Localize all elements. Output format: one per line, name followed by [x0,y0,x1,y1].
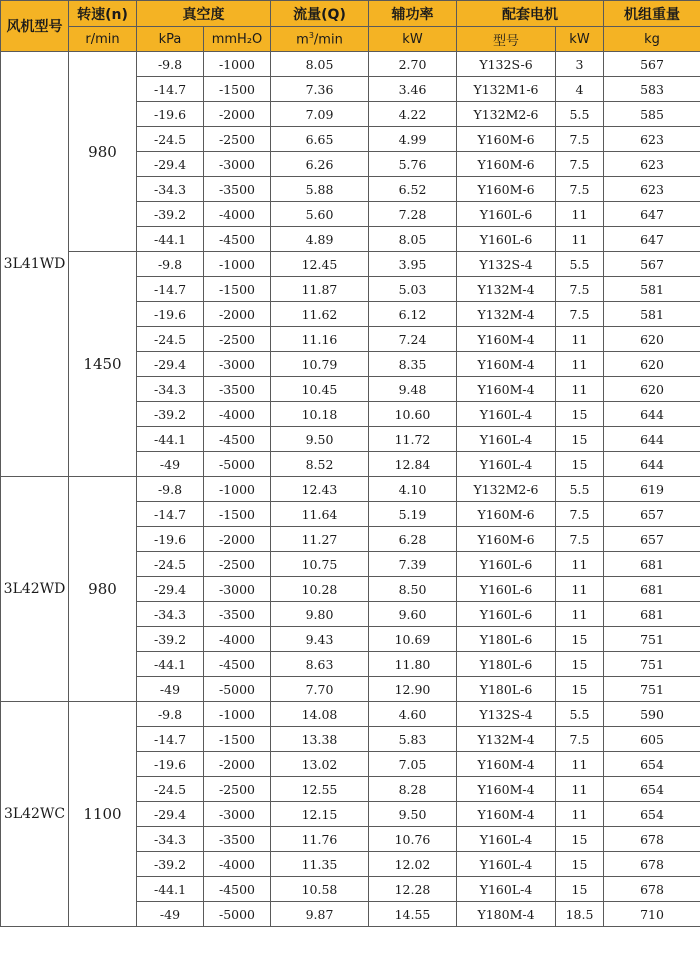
weight-cell: 620 [604,352,700,377]
speed-cell: 980 [69,52,137,252]
vacuum-kpa-cell: -24.5 [137,327,204,352]
vacuum-mmh2o-cell: -3000 [204,802,271,827]
weight-cell: 623 [604,177,700,202]
motor-kw-cell: 11 [556,577,604,602]
power-cell: 6.52 [369,177,457,202]
flow-cell: 11.62 [271,302,369,327]
weight-cell: 678 [604,877,700,902]
header-power: 辅功率 [369,1,457,27]
motor-kw-cell: 15 [556,677,604,702]
power-cell: 6.28 [369,527,457,552]
unit-flow-base: m [296,32,309,48]
vacuum-kpa-cell: -44.1 [137,427,204,452]
table-row [1,702,700,727]
header-flow: 流量(Q) [271,1,369,27]
motor-type-cell: Y160M-6 [457,127,556,152]
motor-type-cell: Y160L-4 [457,427,556,452]
motor-kw-cell: 11 [556,202,604,227]
motor-type-cell: Y160M-4 [457,377,556,402]
power-cell: 12.84 [369,452,457,477]
vacuum-kpa-cell: -19.6 [137,527,204,552]
flow-cell: 11.64 [271,502,369,527]
weight-cell: 644 [604,427,700,452]
power-cell: 8.50 [369,577,457,602]
motor-type-cell: Y180L-6 [457,627,556,652]
motor-kw-cell: 11 [556,602,604,627]
motor-type-cell: Y160M-4 [457,752,556,777]
weight-cell: 605 [604,727,700,752]
power-cell: 14.55 [369,902,457,927]
weight-cell: 581 [604,302,700,327]
weight-cell: 644 [604,402,700,427]
flow-cell: 11.35 [271,852,369,877]
vacuum-mmh2o-cell: -1500 [204,77,271,102]
power-cell: 4.99 [369,127,457,152]
weight-cell: 654 [604,777,700,802]
power-cell: 7.28 [369,202,457,227]
flow-cell: 12.55 [271,777,369,802]
vacuum-kpa-cell: -24.5 [137,552,204,577]
flow-cell: 12.45 [271,252,369,277]
flow-cell: 11.27 [271,527,369,552]
weight-cell: 647 [604,227,700,252]
weight-cell: 623 [604,152,700,177]
motor-kw-cell: 11 [556,802,604,827]
flow-cell: 9.80 [271,602,369,627]
vacuum-mmh2o-cell: -4000 [204,202,271,227]
flow-cell: 6.26 [271,152,369,177]
motor-kw-cell: 7.5 [556,277,604,302]
flow-cell: 5.60 [271,202,369,227]
motor-kw-cell: 7.5 [556,502,604,527]
motor-kw-cell: 15 [556,827,604,852]
power-cell: 5.03 [369,277,457,302]
vacuum-mmh2o-cell: -4000 [204,402,271,427]
motor-type-cell: Y180M-4 [457,902,556,927]
vacuum-mmh2o-cell: -3000 [204,152,271,177]
motor-kw-cell: 7.5 [556,177,604,202]
motor-type-cell: Y160L-4 [457,452,556,477]
motor-kw-cell: 15 [556,402,604,427]
motor-type-cell: Y160L-6 [457,227,556,252]
motor-kw-cell: 4 [556,77,604,102]
vacuum-mmh2o-cell: -1500 [204,277,271,302]
flow-cell: 10.28 [271,577,369,602]
motor-type-cell: Y132S-4 [457,702,556,727]
vacuum-kpa-cell: -29.4 [137,352,204,377]
weight-cell: 647 [604,202,700,227]
vacuum-mmh2o-cell: -2500 [204,127,271,152]
motor-type-cell: Y160M-6 [457,527,556,552]
motor-type-cell: Y132M-4 [457,277,556,302]
motor-kw-cell: 15 [556,852,604,877]
unit-flow-sup: 3 [308,30,314,40]
vacuum-kpa-cell: -19.6 [137,302,204,327]
motor-kw-cell: 7.5 [556,152,604,177]
vacuum-mmh2o-cell: -5000 [204,677,271,702]
flow-cell: 9.87 [271,902,369,927]
vacuum-kpa-cell: -9.8 [137,702,204,727]
weight-cell: 657 [604,527,700,552]
vacuum-kpa-cell: -9.8 [137,52,204,77]
power-cell: 7.05 [369,752,457,777]
flow-cell: 11.87 [271,277,369,302]
motor-type-cell: Y180L-6 [457,652,556,677]
motor-kw-cell: 15 [556,452,604,477]
vacuum-mmh2o-cell: -3500 [204,602,271,627]
vacuum-mmh2o-cell: -3500 [204,377,271,402]
motor-kw-cell: 5.5 [556,702,604,727]
power-cell: 11.72 [369,427,457,452]
vacuum-mmh2o-cell: -2500 [204,552,271,577]
flow-cell: 12.15 [271,802,369,827]
flow-cell: 13.38 [271,727,369,752]
weight-cell: 620 [604,377,700,402]
unit-power: kW [369,27,457,52]
power-cell: 4.10 [369,477,457,502]
weight-cell: 678 [604,827,700,852]
flow-cell: 9.43 [271,627,369,652]
power-cell: 10.69 [369,627,457,652]
power-cell: 12.28 [369,877,457,902]
motor-kw-cell: 11 [556,752,604,777]
motor-type-cell: Y132M2-6 [457,102,556,127]
motor-kw-cell: 11 [556,377,604,402]
flow-cell: 10.58 [271,877,369,902]
vacuum-kpa-cell: -34.3 [137,177,204,202]
motor-kw-cell: 11 [556,327,604,352]
vacuum-kpa-cell: -39.2 [137,402,204,427]
flow-cell: 7.36 [271,77,369,102]
weight-cell: 619 [604,477,700,502]
flow-cell: 8.05 [271,52,369,77]
power-cell: 7.24 [369,327,457,352]
weight-cell: 620 [604,327,700,352]
flow-cell: 10.18 [271,402,369,427]
weight-cell: 681 [604,602,700,627]
motor-type-cell: Y160M-4 [457,802,556,827]
motor-kw-cell: 3 [556,52,604,77]
vacuum-kpa-cell: -34.3 [137,602,204,627]
vacuum-mmh2o-cell: -4500 [204,877,271,902]
vacuum-kpa-cell: -19.6 [137,102,204,127]
vacuum-kpa-cell: -14.7 [137,502,204,527]
flow-cell: 8.63 [271,652,369,677]
vacuum-mmh2o-cell: -1000 [204,52,271,77]
weight-cell: 751 [604,627,700,652]
vacuum-mmh2o-cell: -1500 [204,502,271,527]
weight-cell: 581 [604,277,700,302]
power-cell: 2.70 [369,52,457,77]
unit-motor-kw: kW [556,27,604,52]
weight-cell: 681 [604,577,700,602]
motor-kw-cell: 7.5 [556,527,604,552]
power-cell: 11.80 [369,652,457,677]
vacuum-kpa-cell: -49 [137,902,204,927]
motor-type-cell: Y160M-4 [457,352,556,377]
vacuum-kpa-cell: -29.4 [137,152,204,177]
vacuum-mmh2o-cell: -2000 [204,102,271,127]
weight-cell: 583 [604,77,700,102]
vacuum-kpa-cell: -14.7 [137,727,204,752]
motor-kw-cell: 11 [556,352,604,377]
flow-cell: 10.45 [271,377,369,402]
weight-cell: 751 [604,677,700,702]
power-cell: 9.50 [369,802,457,827]
vacuum-kpa-cell: -49 [137,677,204,702]
speed-cell: 980 [69,477,137,702]
power-cell: 9.60 [369,602,457,627]
power-cell: 5.76 [369,152,457,177]
vacuum-mmh2o-cell: -1000 [204,477,271,502]
power-cell: 4.22 [369,102,457,127]
power-cell: 3.46 [369,77,457,102]
flow-cell: 11.76 [271,827,369,852]
weight-cell: 681 [604,552,700,577]
motor-type-cell: Y160L-4 [457,402,556,427]
weight-cell: 644 [604,452,700,477]
vacuum-kpa-cell: -39.2 [137,202,204,227]
power-cell: 8.35 [369,352,457,377]
vacuum-kpa-cell: -19.6 [137,752,204,777]
motor-type-cell: Y160M-4 [457,327,556,352]
flow-cell: 13.02 [271,752,369,777]
flow-cell: 10.75 [271,552,369,577]
vacuum-kpa-cell: -29.4 [137,802,204,827]
motor-type-cell: Y160L-4 [457,877,556,902]
table-row [1,477,700,502]
speed-cell: 1100 [69,702,137,927]
flow-cell: 10.79 [271,352,369,377]
header-row [1,1,700,27]
unit-kpa: kPa [137,27,204,52]
vacuum-mmh2o-cell: -4000 [204,852,271,877]
motor-type-cell: Y160L-6 [457,577,556,602]
flow-cell: 14.08 [271,702,369,727]
power-cell: 10.60 [369,402,457,427]
flow-cell: 12.43 [271,477,369,502]
motor-type-cell: Y160L-6 [457,602,556,627]
vacuum-kpa-cell: -49 [137,452,204,477]
vacuum-kpa-cell: -29.4 [137,577,204,602]
power-cell: 8.28 [369,777,457,802]
vacuum-mmh2o-cell: -2000 [204,752,271,777]
vacuum-kpa-cell: -9.8 [137,252,204,277]
vacuum-mmh2o-cell: -4500 [204,427,271,452]
motor-kw-cell: 15 [556,877,604,902]
motor-type-cell: Y160L-4 [457,827,556,852]
flow-cell: 4.89 [271,227,369,252]
motor-kw-cell: 7.5 [556,127,604,152]
vacuum-kpa-cell: -34.3 [137,827,204,852]
motor-type-cell: Y160M-6 [457,502,556,527]
unit-flow-tail: /min [313,32,343,48]
vacuum-kpa-cell: -14.7 [137,77,204,102]
motor-kw-cell: 11 [556,227,604,252]
flow-cell: 11.16 [271,327,369,352]
header-weight: 机组重量 [604,1,700,27]
vacuum-mmh2o-cell: -4500 [204,227,271,252]
weight-cell: 654 [604,752,700,777]
flow-cell: 5.88 [271,177,369,202]
model-cell: 3L42WD [1,477,69,702]
weight-cell: 678 [604,852,700,877]
power-cell: 7.39 [369,552,457,577]
motor-type-cell: Y132M-4 [457,302,556,327]
vacuum-kpa-cell: -24.5 [137,127,204,152]
motor-type-cell: Y160M-6 [457,152,556,177]
weight-cell: 590 [604,702,700,727]
model-cell: 3L42WC [1,702,69,927]
vacuum-mmh2o-cell: -5000 [204,452,271,477]
vacuum-kpa-cell: -24.5 [137,777,204,802]
speed-cell: 1450 [69,252,137,477]
vacuum-mmh2o-cell: -3500 [204,827,271,852]
weight-cell: 567 [604,52,700,77]
vacuum-kpa-cell: -44.1 [137,227,204,252]
unit-mmh2o: mmH₂O [204,27,271,52]
power-cell: 4.60 [369,702,457,727]
motor-kw-cell: 7.5 [556,302,604,327]
weight-cell: 657 [604,502,700,527]
unit-motor-type: 型号 [457,27,556,52]
motor-type-cell: Y160L-6 [457,552,556,577]
vacuum-mmh2o-cell: -2500 [204,327,271,352]
table-body [1,52,700,927]
vacuum-kpa-cell: -14.7 [137,277,204,302]
vacuum-kpa-cell: -39.2 [137,852,204,877]
flow-cell: 9.50 [271,427,369,452]
table-row [1,252,700,277]
weight-cell: 623 [604,127,700,152]
motor-type-cell: Y132S-6 [457,52,556,77]
vacuum-mmh2o-cell: -3500 [204,177,271,202]
flow-cell: 6.65 [271,127,369,152]
power-cell: 5.83 [369,727,457,752]
motor-type-cell: Y160M-4 [457,777,556,802]
vacuum-mmh2o-cell: -1000 [204,252,271,277]
motor-kw-cell: 5.5 [556,477,604,502]
motor-kw-cell: 15 [556,427,604,452]
vacuum-mmh2o-cell: -2500 [204,777,271,802]
unit-weight: kg [604,27,700,52]
weight-cell: 585 [604,102,700,127]
table-row [1,52,700,77]
vacuum-mmh2o-cell: -3000 [204,577,271,602]
unit-row [1,27,700,52]
vacuum-kpa-cell: -44.1 [137,652,204,677]
motor-kw-cell: 5.5 [556,252,604,277]
flow-cell: 7.70 [271,677,369,702]
weight-cell: 751 [604,652,700,677]
vacuum-kpa-cell: -44.1 [137,877,204,902]
motor-type-cell: Y132M-4 [457,727,556,752]
vacuum-mmh2o-cell: -2000 [204,527,271,552]
vacuum-mmh2o-cell: -4000 [204,627,271,652]
flow-cell: 7.09 [271,102,369,127]
motor-type-cell: Y132M2-6 [457,477,556,502]
header-model: 风机型号 [1,1,69,52]
flow-cell: 8.52 [271,452,369,477]
vacuum-kpa-cell: -34.3 [137,377,204,402]
power-cell: 12.90 [369,677,457,702]
weight-cell: 654 [604,802,700,827]
power-cell: 9.48 [369,377,457,402]
motor-kw-cell: 15 [556,652,604,677]
vacuum-kpa-cell: -9.8 [137,477,204,502]
motor-type-cell: Y132S-4 [457,252,556,277]
model-cell: 3L41WD [1,52,69,477]
weight-cell: 567 [604,252,700,277]
motor-kw-cell: 5.5 [556,102,604,127]
power-cell: 12.02 [369,852,457,877]
motor-kw-cell: 18.5 [556,902,604,927]
power-cell: 6.12 [369,302,457,327]
motor-type-cell: Y180L-6 [457,677,556,702]
vacuum-mmh2o-cell: -1000 [204,702,271,727]
vacuum-mmh2o-cell: -1500 [204,727,271,752]
motor-type-cell: Y160M-6 [457,177,556,202]
vacuum-mmh2o-cell: -4500 [204,652,271,677]
header-speed: 转速(n) [69,1,137,27]
header-motor: 配套电机 [457,1,604,27]
motor-type-cell: Y160L-6 [457,202,556,227]
vacuum-mmh2o-cell: -3000 [204,352,271,377]
motor-kw-cell: 7.5 [556,727,604,752]
motor-kw-cell: 11 [556,777,604,802]
unit-speed: r/min [69,27,137,52]
power-cell: 5.19 [369,502,457,527]
unit-flow [271,27,369,52]
power-cell: 8.05 [369,227,457,252]
vacuum-mmh2o-cell: -2000 [204,302,271,327]
power-cell: 10.76 [369,827,457,852]
motor-kw-cell: 15 [556,627,604,652]
vacuum-kpa-cell: -39.2 [137,627,204,652]
power-cell: 3.95 [369,252,457,277]
weight-cell: 710 [604,902,700,927]
motor-type-cell: Y160L-4 [457,852,556,877]
vacuum-mmh2o-cell: -5000 [204,902,271,927]
motor-kw-cell: 11 [556,552,604,577]
header-vacuum: 真空度 [137,1,271,27]
motor-type-cell: Y132M1-6 [457,77,556,102]
